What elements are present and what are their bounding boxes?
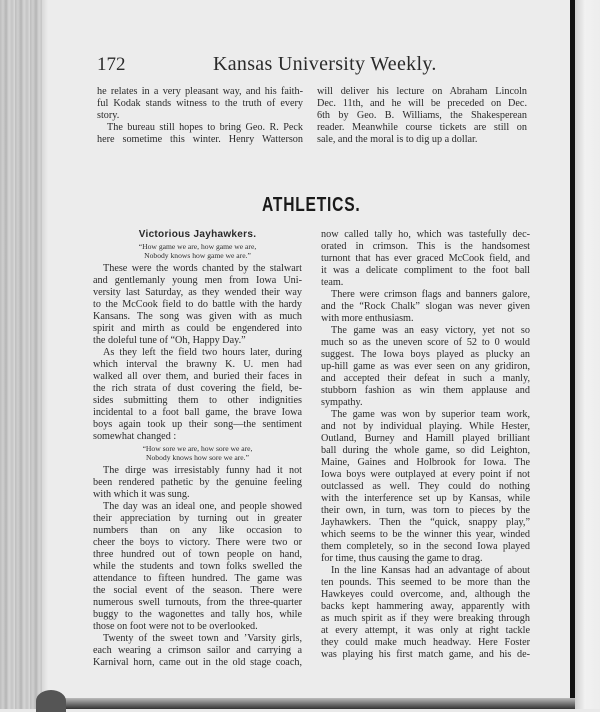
section-heading: ATHLETICS.: [262, 194, 361, 216]
text-line: numbers than on any like occasion to: [93, 525, 302, 536]
text-line: much so as the uneven score of 52 to 0 would: [321, 337, 530, 348]
text-line: cheer the boys to victory. There were two or: [93, 537, 302, 548]
verse-line: Nobody knows how sore we are.”: [146, 453, 249, 462]
text-line: the doleful tune of “Oh, Happy Day.”: [93, 335, 246, 346]
text-line: attendance to fifteen hundred. The game was: [93, 573, 302, 584]
verse: [93, 242, 302, 260]
text-line: 6th by Geo. B. Williams, the Shakesperean: [317, 110, 527, 121]
page-number: 172: [97, 54, 126, 75]
text-line: somewhat changed :: [93, 431, 177, 442]
paragraph: [97, 122, 303, 146]
text-line: while the students and town folks swelled the: [93, 561, 302, 572]
running-header: Kansas University Weekly.: [213, 53, 437, 75]
paragraph: [93, 501, 302, 633]
text-line: which interval the brawny K. U. men had: [93, 359, 302, 370]
text-line: Karnival horn, came out in the old stage coach,: [93, 657, 302, 668]
article-right-column: [321, 229, 530, 661]
text-line: numerous swell turnouts, from the three-quarter: [93, 597, 302, 608]
text-line: The day was an ideal one, and people showed: [103, 501, 302, 512]
page-bottom-shadow: [40, 698, 575, 709]
text-line: with which it was sung.: [93, 489, 190, 500]
text-line: ten pounds. This seemed to be more than the: [321, 577, 530, 588]
text-line: to the McCook field to do battle with the hardy: [93, 299, 302, 310]
text-line: stubborn fashion as win them applause and: [321, 385, 530, 396]
verse-line: Nobody knows how game we are.”: [144, 251, 251, 260]
text-line: suggest. The Iowa boys played as plucky an: [321, 349, 530, 360]
text-line: here sometime this winter. Henry Watterson: [97, 134, 303, 145]
text-line: Iowa boys were outplayed at every point if not: [321, 469, 530, 480]
text-line: boys again took up their song—the sentiment: [93, 419, 302, 430]
text-line: was playing his first match game, and his de-: [321, 649, 530, 660]
text-line: which seems to be the winner this year, winded: [321, 529, 530, 540]
text-line: ful Kodak stands witness to the truth of every: [97, 98, 303, 109]
text-line: orated in crimson. This is the handsomest: [321, 241, 530, 252]
text-line: ball during the whole game, so did Leighton,: [321, 445, 530, 456]
paragraph: [321, 289, 530, 325]
text-line: at every attempt, it was only at right tackle: [321, 625, 530, 636]
text-line: and gentlemanly young men from Iowa Uni-: [93, 275, 302, 286]
text-line: each wearing a crimson sailor and carrying a: [93, 645, 302, 656]
text-line: The bureau still hopes to bring Geo. R. Peck: [107, 122, 303, 133]
text-line: and the “Rock Chalk” slogan was never given: [321, 301, 530, 312]
text-line: as much spirit as if they were breaking through: [321, 613, 530, 624]
text-line: up-hill game as was ever seen on any gridiron,: [321, 361, 530, 372]
text-line: There were crimson flags and banners galore,: [331, 289, 530, 300]
text-line: team.: [321, 277, 344, 288]
text-line: sale, and the moral is to dig up a dollar.: [317, 134, 478, 145]
text-line: The game was an easy victory, yet not so: [331, 325, 530, 336]
text-line: incidental to a foot ball game, the brave Iowa: [93, 407, 302, 418]
text-line: those on foot were not to be overlooked.: [93, 621, 258, 632]
text-line: walked all over them, and buried their faces in: [93, 371, 302, 382]
text-line: backs kept hammering away, apparently with: [321, 601, 530, 612]
text-line: he relates in a very pleasant way, and his faith-: [97, 86, 303, 97]
top-right-column: [317, 86, 527, 146]
paragraph: [93, 347, 302, 443]
paragraph: [321, 325, 530, 409]
text-line: them completely, so in the second Iowa played: [321, 541, 530, 552]
text-line: sides submitting them to other indignities: [93, 395, 302, 406]
text-line: the social event of the season. There were: [93, 585, 302, 596]
text-line: sympathy.: [321, 397, 363, 408]
text-line: their appreciation by turning out in greater: [93, 513, 302, 524]
text-line: story.: [97, 110, 120, 121]
top-left-column: [97, 86, 303, 146]
text-line: In the line Kansas had an advantage of about: [331, 565, 530, 576]
verse: [93, 444, 302, 462]
article-title: Victorious Jayhawkers.: [138, 229, 257, 240]
paragraph: [93, 263, 302, 347]
book-binding: [0, 0, 42, 709]
text-line: Dec. 11th, and he will be preceded on Dec.: [317, 98, 527, 109]
text-line: The game was won by superior team work,: [331, 409, 530, 420]
text-line: Kansans. The song was given with as much: [93, 311, 302, 322]
text-line: spirit and mirth as could be engendered into: [93, 323, 302, 334]
text-line: three hundred out of town people on hand,: [93, 549, 302, 560]
text-line: buggy to the wagonettes and tally hos, while: [93, 609, 302, 620]
text-line: they could make much headway. Here Foster: [321, 637, 530, 648]
text-line: the rich strata of dust covering the field, be-: [93, 383, 302, 394]
text-line: Outland, Burney and Hamill played brilliant: [321, 433, 530, 444]
text-line: turnont that has ever graced McCook field, and: [321, 253, 530, 264]
paragraph: [97, 86, 303, 122]
text-line: with the interference set up by Kansas, while: [321, 493, 530, 504]
text-line: been rendered pathetic by the genuine feeling: [93, 477, 302, 488]
text-line: for time, thus causing the game to drag.: [321, 553, 483, 564]
text-line: These were the words chanted by the stalwart: [103, 263, 302, 274]
paragraph: [93, 465, 302, 501]
article-left-column: [93, 229, 302, 669]
text-line: versity last Saturday, as they wended their way: [93, 287, 302, 298]
verse-line: “How game we are, how game we are,: [138, 242, 257, 251]
text-line: Jayhawkers. Then the “quick, snappy play,”: [321, 517, 530, 528]
paragraph: [321, 409, 530, 565]
text-line: now called tally ho, which was tastefully dec-: [321, 229, 530, 240]
paragraph: [317, 86, 527, 146]
verse-line: “How sore we are, how sore we are,: [142, 444, 253, 453]
paragraph: [321, 229, 530, 289]
text-line: with more enthusiasm.: [321, 313, 414, 324]
paragraph: [93, 633, 302, 669]
text-line: it was a delicate compliment to the foot ball: [321, 265, 530, 276]
text-line: and not by individual playing. While Hester,: [321, 421, 530, 432]
adjacent-page-edge: [575, 0, 600, 709]
text-line: Hawkeyes could overcome, and, although the: [321, 589, 530, 600]
text-line: outclassed as well. They could do nothing: [321, 481, 530, 492]
text-line: Maine, Gaines and Holbrook for Iowa. The: [321, 457, 530, 468]
paragraph: [321, 565, 530, 661]
text-line: reader. Meanwhile course tickets are still on: [317, 122, 527, 133]
text-line: As they left the field two hours later, during: [103, 347, 302, 358]
text-line: and accepted their defeat in such a manly,: [321, 373, 530, 384]
text-line: Twenty of the sweet town and ’Varsity girls,: [103, 633, 302, 644]
text-line: will deliver his lecture on Abraham Lincoln: [317, 86, 527, 97]
text-line: The dirge was irresistably funny had it not: [103, 465, 302, 476]
text-line: their own, in turn, was torn to pieces by the: [321, 505, 530, 516]
